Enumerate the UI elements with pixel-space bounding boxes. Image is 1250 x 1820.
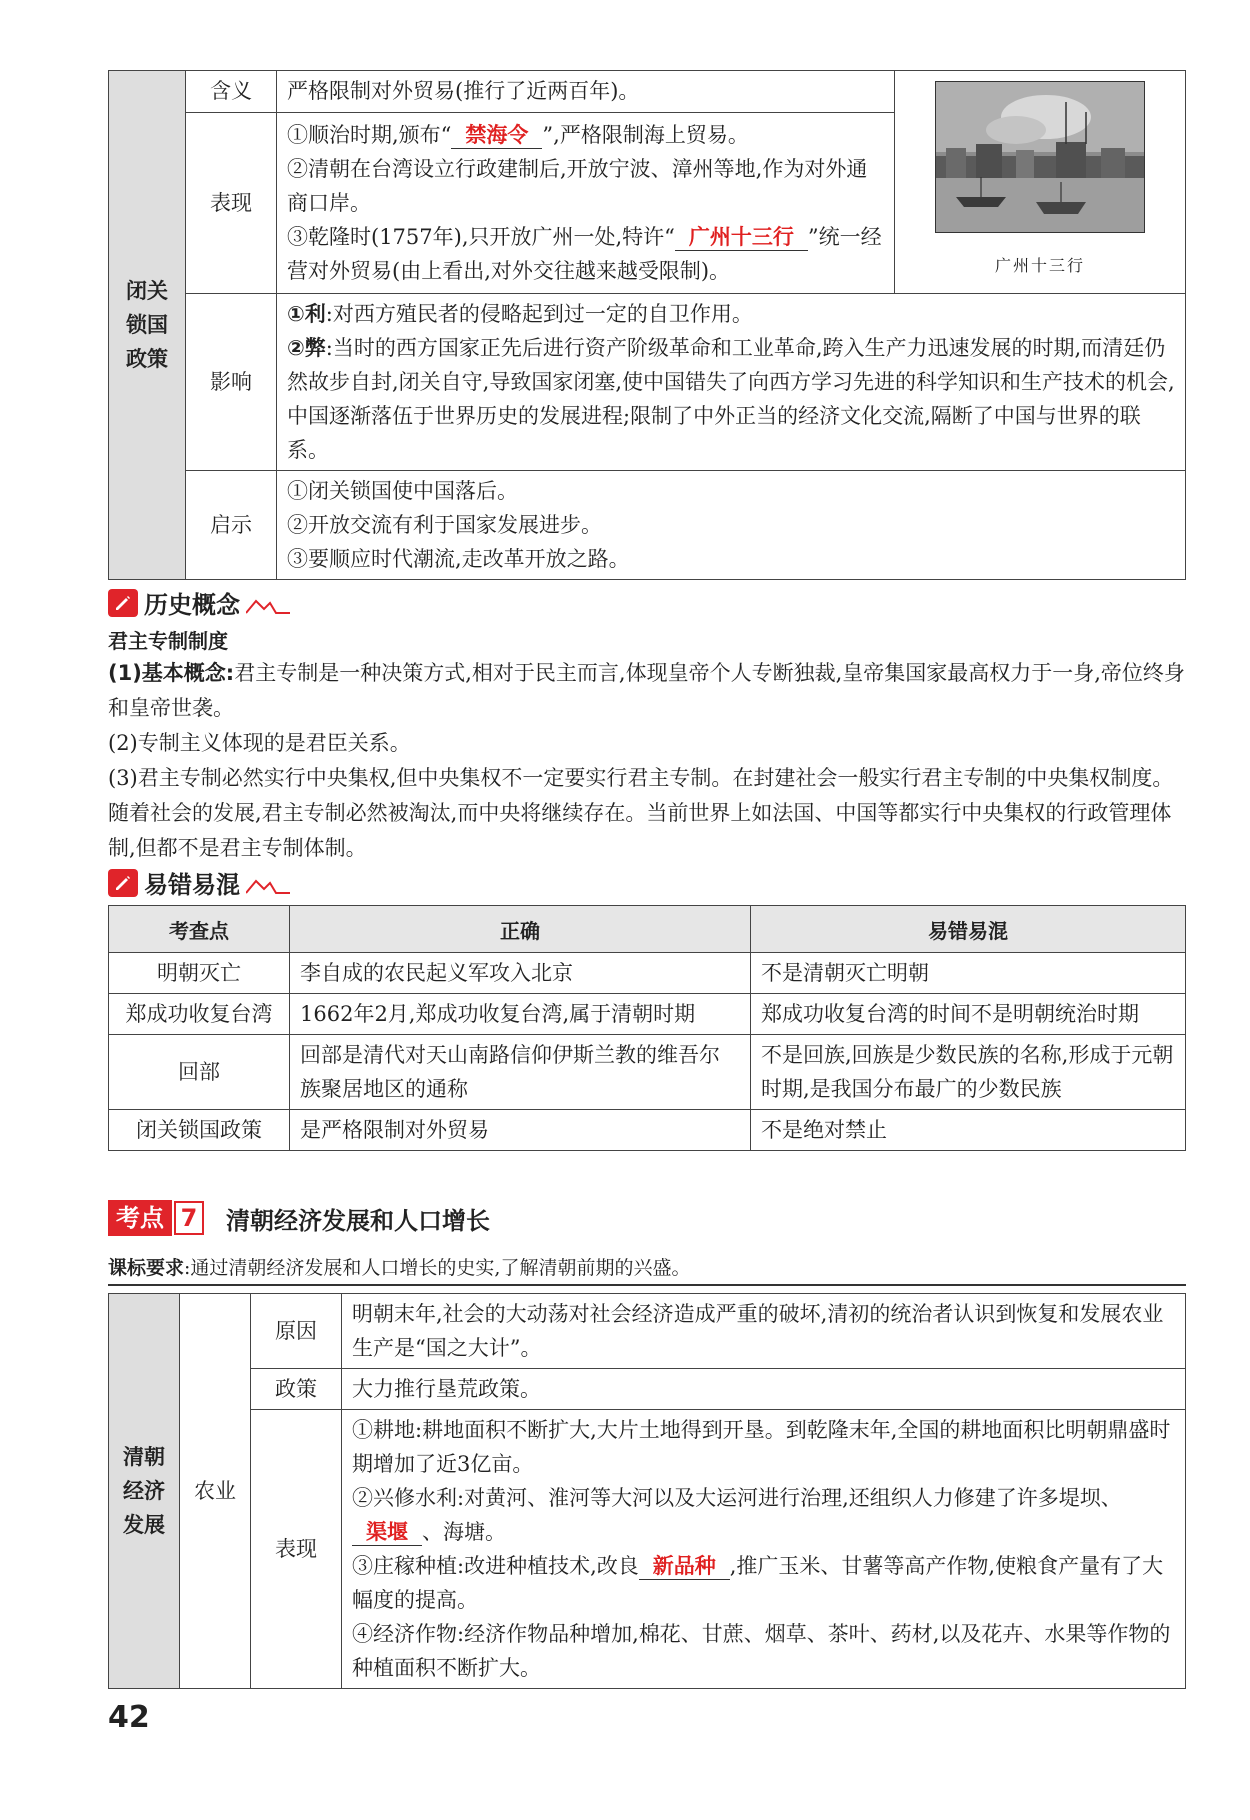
page-number: 42: [108, 1700, 150, 1735]
column-header: 易错易混: [751, 906, 1186, 953]
economy-table: [108, 1293, 1186, 1689]
table-row: 郑成功收复台湾 1662年2月,郑成功收复台湾,属于清朝时期 郑成功收复台湾的时间不是明朝统治时期: [109, 994, 1186, 1035]
cause-text: 明朝末年,社会的大动荡对社会经济造成严重的破坏,清初的统治者认识到恢复和发展农业生产是“国之大计”。: [342, 1294, 1186, 1369]
underline-deco-icon: [246, 589, 290, 617]
manifestation-text: ①顺治时期,颁布“ 禁海令 ”,严格限制海上贸易。 ②清朝在台湾设立行政建制后,开放宁波、漳州等地,作为对外通商口岸。 ③乾隆时(1757年),只开放广州一处,特许“ 广州十三行 ”统一经营对外贸易(由上看出,对外交往越来越受限制)。: [277, 112, 895, 293]
kaodian-label: 考点: [108, 1200, 172, 1236]
performance-text: ①耕地:耕地面积不断扩大,大片土地得到开垦。到乾隆末年,全国的耕地面积比明朝鼎盛时期增加了近3亿亩。 ②兴修水利:对黄河、淮河等大河以及大运河进行治理,还组织人力修建了许多堤坝、渠堰 、海塘。 ③庄稼种植:改进种植技术,改良 新品种 ,推广玉米、甘薯等高产作物,使粮食产量有了大幅度的提高。 ④经济作物:经济作物品种增加,棉花、甘蔗、烟草、茶叶、药材,以及花卉、水果等作物的种植面积不断扩大。: [342, 1410, 1186, 1689]
lesson-text: ①闭关锁国使中国落后。 ②开放交流有利于国家发展进步。 ③要顺应时代潮流,走改革开放之路。: [277, 471, 1186, 580]
concept-term: 君主专制制度: [108, 629, 228, 653]
answer-blank: 广州十三行: [675, 224, 808, 251]
economy-header: 清朝 经济 发展: [109, 1294, 180, 1689]
guangzhou-thirteen-hongs-photo: [935, 81, 1145, 233]
kaodian-number: 7: [174, 1201, 204, 1235]
lesson-label: 启示: [186, 471, 277, 580]
history-concept-heading: [108, 585, 290, 620]
divider: [108, 1284, 1186, 1286]
performance-label: 表现: [251, 1410, 342, 1689]
table-row: 闭关锁国政策 是严格限制对外贸易 不是绝对禁止: [109, 1110, 1186, 1151]
concept-p2: (2)专制主义体现的是君臣关系。: [108, 731, 411, 755]
column-header: 正确: [290, 906, 751, 953]
impact-label: 影响: [186, 294, 277, 471]
pencil-icon: [108, 869, 138, 897]
answer-blank: 新品种: [639, 1553, 730, 1580]
table-row: 回部 回部是清代对天山南路信仰伊斯兰教的维吾尔族聚居地区的通称 不是回族,回族是少数民族的名称,形成于元朝时期,是我国分布最广的少数民族: [109, 1035, 1186, 1110]
confusion-title: 易错易混: [144, 871, 240, 899]
curriculum-requirement: 课标要求:通过清朝经济发展和人口增长的史实,了解清朝前期的兴盛。: [108, 1257, 691, 1279]
cause-label: 原因: [251, 1294, 342, 1369]
policy-text: 大力推行垦荒政策。: [342, 1369, 1186, 1410]
table-row: 明朝灭亡 李自成的农民起义军攻入北京 不是清朝灭亡明朝: [109, 953, 1186, 994]
underline-deco-icon: [246, 869, 290, 897]
kaodian-heading: [108, 1200, 490, 1236]
policy-header: 闭关 锁国 政策: [109, 71, 186, 580]
meaning-text: 严格限制对外贸易(推行了近两百年)。: [277, 71, 895, 113]
history-concept-title: 历史概念: [144, 591, 240, 619]
impact-text: ①利:对西方殖民者的侵略起到过一定的自卫作用。 ②弊:当时的西方国家正先后进行资产阶级革命和工业革命,跨入生产力迅速发展的时期,而清廷仍然故步自封,闭关自守,导致国家闭塞,使中国错失了向西方学习先进的科学知识和生产技术的机会,中国逐渐落伍于世界历史的发展进程;限制了中外正当的经济文化交流,隔断了中国与世界的联系。: [277, 294, 1186, 471]
confusion-table: [108, 905, 1186, 1151]
photo-caption: 广州十三行: [994, 256, 1085, 275]
confusion-heading: [108, 865, 290, 900]
sector-label: 农业: [180, 1294, 251, 1689]
photo-cell: [895, 71, 1186, 294]
manifestation-label: 表现: [186, 112, 277, 293]
answer-blank: 禁海令: [451, 122, 542, 149]
answer-blank: 渠堰: [352, 1519, 422, 1546]
concept-p1: (1)基本概念:君主专制是一种决策方式,相对于民主而言,体现皇帝个人专断独裁,皇帝集国家最高权力于一身,帝位终身和皇帝世袭。: [108, 661, 1185, 720]
kaodian-title: 清朝经济发展和人口增长: [226, 1206, 490, 1235]
pencil-icon: [108, 589, 138, 617]
column-header: 考查点: [109, 906, 290, 953]
table-header-row: [109, 906, 1186, 953]
policy-label: 政策: [251, 1369, 342, 1410]
concept-p3: (3)君主专制必然实行中央集权,但中央集权不一定要实行君主专制。在封建社会一般实行君主专制的中央集权制度。随着社会的发展,君主专制必然被淘汰,而中央将继续存在。当前世界上如法国、中国等都实行中央集权的行政管理体制,但都不是君主专制体制。: [108, 766, 1174, 860]
meaning-label: 含义: [186, 71, 277, 113]
closed-door-policy-table: [108, 70, 1186, 580]
